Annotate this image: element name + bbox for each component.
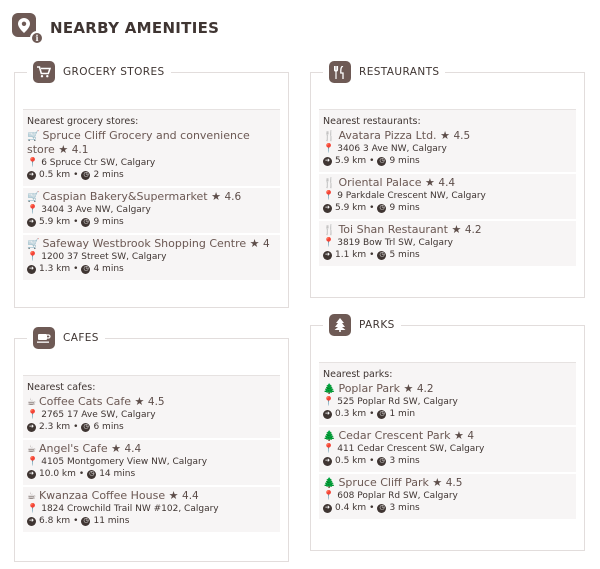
arrow-circle-icon: ➜ (324, 157, 331, 164)
clock-icon: ◷ (379, 251, 385, 258)
clock-icon: ◷ (83, 517, 89, 524)
star-icon: ★ (425, 176, 435, 189)
list-item: 🛒 Safeway Westbrook Shopping Centre ★ 4 📍 1200 37 Street SW, Calgary ➜ 1.3 km • ◷ 4 mins (23, 235, 280, 282)
list-item: 🌲 Spruce Cliff Park ★ 4.5 📍 608 Poplar Rd SW, Calgary ➜ 0.4 km • ◷ 3 mins (319, 474, 576, 521)
rating: 4.2 (464, 224, 482, 236)
star-icon: ★ (249, 237, 260, 250)
distance: 0.5 km (335, 456, 367, 466)
utensils-icon: 🍴 (323, 131, 336, 142)
rating: 4 (263, 238, 270, 250)
address: 3406 3 Ave NW, Calgary (337, 144, 447, 154)
clock-icon: ◷ (83, 265, 89, 272)
arrow-circle-icon: ➜ (28, 265, 35, 272)
rating: 4.4 (124, 443, 142, 455)
star-icon: ★ (403, 382, 414, 395)
list-item: ☕ Kwanzaa Coffee House ★ 4.4 📍 1824 Crowchild Trail NW #102, Calgary ➜ 6.8 km • ◷ 11 mins (23, 487, 280, 534)
star-icon: ★ (168, 489, 179, 502)
coffee-cup-icon (33, 327, 55, 349)
map-pin-icon: 📍 (323, 144, 335, 154)
section-intro: Nearest cafes: (23, 375, 280, 395)
distance: 6.8 km (39, 516, 71, 526)
place-name[interactable]: Cedar Crescent Park (338, 429, 451, 442)
rating: 4.6 (224, 191, 242, 203)
list-item: ☕ Coffee Cats Cafe ★ 4.5 📍 2765 17 Ave SW, Calgary ➜ 2.3 km • ◷ 6 mins (23, 395, 280, 440)
utensils-icon (329, 61, 351, 83)
clock-icon: ◷ (379, 410, 385, 417)
cart-icon: 🛒 (27, 239, 40, 250)
travel-time: 9 mins (389, 203, 420, 213)
distance: 0.4 km (335, 503, 367, 513)
place-name[interactable]: Safeway Westbrook Shopping Centre (42, 237, 247, 250)
tree-icon (329, 314, 351, 336)
rating: 4.5 (445, 477, 463, 489)
cafes-card (14, 332, 289, 562)
map-pin-icon: 📍 (27, 158, 39, 168)
rating: 4.1 (71, 144, 89, 156)
utensils-icon: 🍴 (323, 178, 336, 189)
star-icon: ★ (111, 442, 121, 455)
shopping-cart-icon (33, 61, 55, 83)
list-item: 🌲 Poplar Park ★ 4.2 📍 525 Poplar Rd SW, Calgary ➜ 0.3 km • ◷ 1 min (319, 382, 576, 427)
cart-icon: 🛒 (27, 192, 40, 203)
distance: 5.9 km (335, 156, 367, 166)
clock-icon: ◷ (83, 171, 89, 178)
rating: 4.4 (182, 490, 199, 502)
list-item: 🌲 Cedar Crescent Park ★ 4 📍 411 Cedar Crescent SW, Calgary ➜ 0.5 km • ◷ 3 mins (319, 427, 576, 474)
arrow-circle-icon: ➜ (28, 171, 35, 178)
map-pin-icon: 📍 (27, 457, 39, 467)
coffee-cup-icon: ☕ (27, 491, 36, 502)
distance: 0.3 km (335, 409, 367, 419)
arrow-circle-icon: ➜ (324, 457, 331, 464)
coffee-cup-icon: ☕ (27, 397, 36, 408)
distance: 5.9 km (39, 217, 71, 227)
card-title: PARKS (359, 319, 395, 331)
card-title: CAFES (63, 332, 99, 344)
list-item: 🍴 Toi Shan Restaurant ★ 4.2 📍 3819 Bow Trl SW, Calgary ➜ 1.1 km • ◷ 5 mins (319, 221, 576, 268)
map-pin-icon: 📍 (323, 491, 335, 501)
distance: 1.1 km (335, 250, 367, 260)
distance: 1.3 km (39, 264, 71, 274)
star-icon: ★ (453, 429, 464, 442)
address: 9 Parkdale Crescent NW, Calgary (337, 191, 486, 201)
place-name[interactable]: Coffee Cats Cafe (38, 395, 132, 408)
travel-time: 3 mins (389, 503, 420, 513)
arrow-circle-icon: ➜ (324, 410, 331, 417)
map-pin-icon: 📍 (27, 504, 39, 514)
place-name[interactable]: Caspian Bakery&Supermarket (42, 190, 208, 203)
distance: 10.0 km (39, 469, 76, 479)
address: 4105 Montgomery View NW, Calgary (41, 457, 208, 467)
address: 3404 3 Ave NW, Calgary (41, 205, 151, 215)
place-name[interactable]: Angel's Cafe (38, 442, 108, 455)
clock-icon: ◷ (379, 204, 385, 211)
map-pin-icon: 📍 (323, 191, 335, 201)
rating: 4.4 (438, 177, 456, 189)
arrow-circle-icon: ➜ (28, 470, 35, 477)
address: 411 Cedar Crescent SW, Calgary (337, 444, 485, 454)
place-name[interactable]: Toi Shan Restaurant (338, 223, 448, 236)
travel-time: 3 mins (389, 456, 420, 466)
travel-time: 9 mins (389, 156, 420, 166)
star-icon: ★ (451, 223, 462, 236)
address: 608 Poplar Rd SW, Calgary (337, 491, 458, 501)
clock-icon: ◷ (89, 470, 95, 477)
tree-icon: 🌲 (323, 478, 336, 489)
star-icon: ★ (432, 476, 443, 489)
address: 3819 Bow Trl SW, Calgary (337, 238, 454, 248)
clock-icon: ◷ (83, 423, 89, 430)
place-name[interactable]: Kwanzaa Coffee House (38, 489, 166, 502)
cart-icon: 🛒 (27, 131, 40, 142)
list-item: 🛒 Caspian Bakery&Supermarket ★ 4.6 📍 3404 3 Ave NW, Calgary ➜ 5.9 km • ◷ 9 mins (23, 188, 280, 235)
section-intro: Nearest grocery stores: (23, 109, 280, 129)
star-icon: ★ (134, 395, 145, 408)
place-name[interactable]: Spruce Cliff Park (338, 476, 429, 489)
arrow-circle-icon: ➜ (28, 423, 35, 430)
address: 2765 17 Ave SW, Calgary (41, 410, 156, 420)
restaurants-card (310, 66, 585, 298)
list-item: 🛒 Spruce Cliff Grocery and convenience store ★ 4.1 📍 6 Spruce Ctr SW, Calgary ➜ 0.5 km • ◷ 2 mins (23, 129, 280, 188)
map-pin-icon: 📍 (323, 238, 335, 248)
travel-time: 5 mins (389, 250, 420, 260)
card-title: GROCERY STORES (63, 66, 165, 78)
travel-time: 2 mins (93, 170, 124, 180)
address: 1200 37 Street SW, Calgary (41, 252, 167, 262)
arrow-circle-icon: ➜ (28, 517, 35, 524)
place-name[interactable]: Oriental Palace (338, 176, 422, 189)
distance: 2.3 km (39, 422, 71, 432)
arrow-circle-icon: ➜ (324, 504, 331, 511)
clock-icon: ◷ (379, 457, 385, 464)
place-name[interactable]: Avatara Pizza Ltd. (338, 129, 437, 142)
page-title: NEARBY AMENITIES (50, 19, 220, 37)
rating: 4.2 (416, 383, 434, 395)
tree-icon: 🌲 (323, 384, 336, 395)
travel-time: 9 mins (93, 217, 124, 227)
arrow-circle-icon: ➜ (324, 204, 331, 211)
map-pin-icon: 📍 (323, 397, 335, 407)
tree-icon: 🌲 (323, 431, 336, 442)
travel-time: 6 mins (93, 422, 124, 432)
star-icon: ★ (440, 129, 450, 142)
rating: 4 (467, 430, 475, 442)
map-pin-icon: 📍 (27, 252, 39, 262)
distance: 5.9 km (335, 203, 367, 213)
utensils-icon: 🍴 (323, 225, 336, 236)
card-title: RESTAURANTS (359, 66, 440, 78)
parks-card (310, 319, 585, 551)
place-name[interactable]: Spruce Cliff Grocery and convenience store (27, 129, 250, 156)
page-header (12, 10, 219, 46)
distance: 0.5 km (39, 170, 71, 180)
place-name[interactable]: Poplar Park (338, 382, 400, 395)
arrow-circle-icon: ➜ (324, 251, 331, 258)
list-item: 🍴 Avatara Pizza Ltd. ★ 4.5 📍 3406 3 Ave NW, Calgary ➜ 5.9 km • ◷ 9 mins (319, 129, 576, 174)
travel-time: 11 mins (93, 516, 130, 526)
clock-icon: ◷ (379, 157, 385, 164)
location-info-icon: i (12, 13, 42, 43)
star-icon: ★ (211, 190, 221, 203)
address: 1824 Crowchild Trail NW #102, Calgary (41, 504, 219, 514)
address: 6 Spruce Ctr SW, Calgary (41, 158, 156, 168)
arrow-circle-icon: ➜ (28, 218, 35, 225)
travel-time: 14 mins (99, 469, 136, 479)
section-intro: Nearest restaurants: (319, 109, 576, 129)
star-icon: ★ (58, 143, 69, 156)
grocery-card (14, 66, 289, 308)
rating: 4.5 (147, 396, 165, 408)
section-intro: Nearest parks: (319, 362, 576, 382)
clock-icon: ◷ (83, 218, 89, 225)
map-pin-icon: 📍 (27, 205, 39, 215)
coffee-cup-icon: ☕ (27, 444, 36, 455)
travel-time: 1 min (389, 409, 416, 419)
list-item: ☕ Angel's Cafe ★ 4.4 📍 4105 Montgomery View NW, Calgary ➜ 10.0 km • ◷ 14 mins (23, 440, 280, 487)
list-item: 🍴 Oriental Palace ★ 4.4 📍 9 Parkdale Crescent NW, Calgary ➜ 5.9 km • ◷ 9 mins (319, 174, 576, 221)
clock-icon: ◷ (379, 504, 385, 511)
map-pin-icon: 📍 (323, 444, 335, 454)
map-pin-icon: 📍 (27, 410, 39, 420)
address: 525 Poplar Rd SW, Calgary (337, 397, 458, 407)
travel-time: 4 mins (93, 264, 124, 274)
rating: 4.5 (453, 130, 471, 142)
